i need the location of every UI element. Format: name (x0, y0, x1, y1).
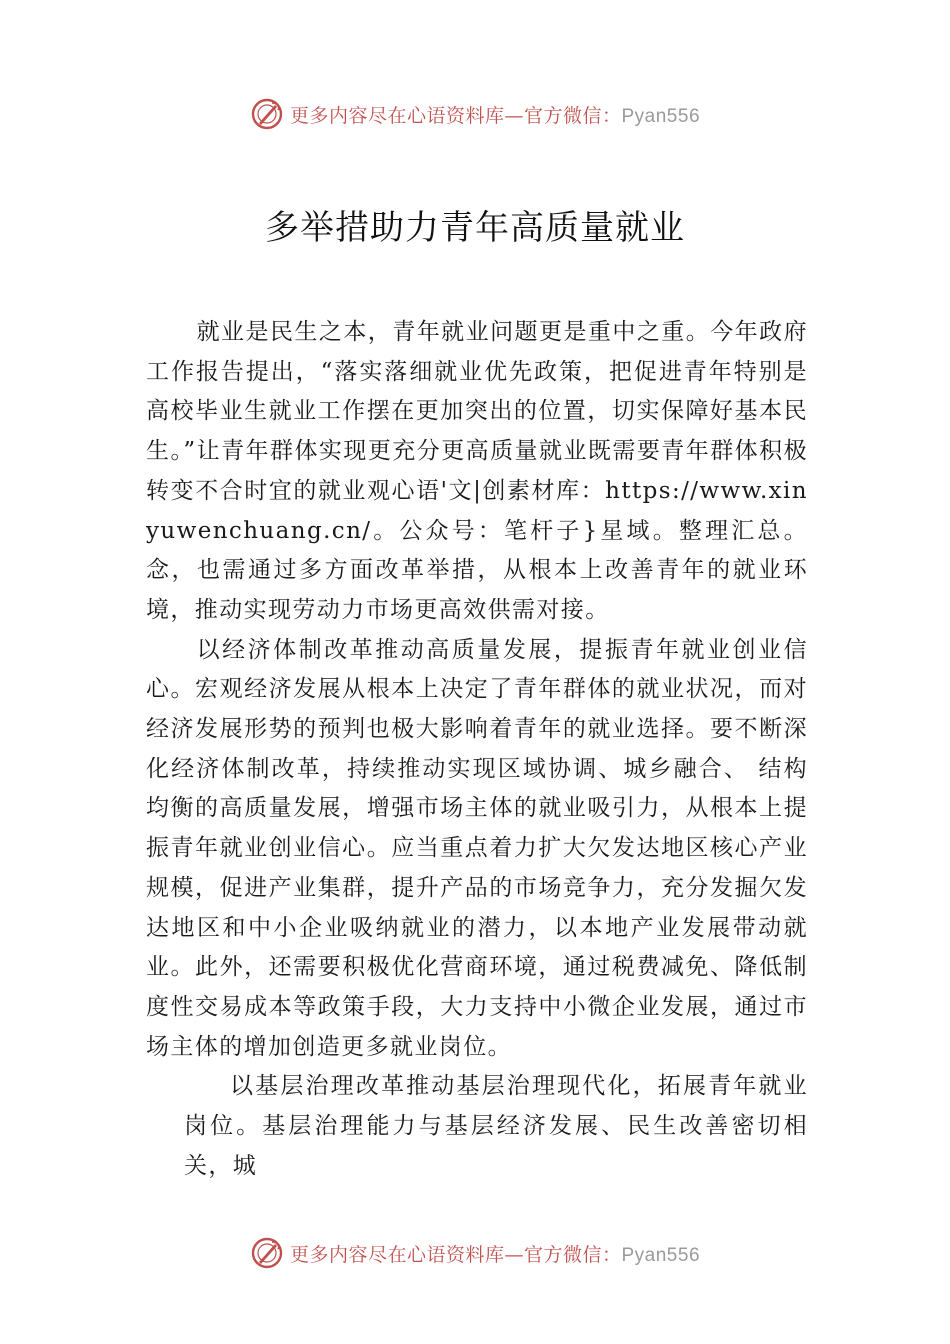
footer-banner-text (290, 1240, 700, 1267)
header-banner-label: 更多内容尽在心语资料库—官方微信： (289, 104, 622, 127)
document-title: 多举措助力青年高质量就业 (265, 208, 685, 248)
paragraph-2: 以经济体制改革推动高质量发展，提振青年就业创业信心。宏观经济发展从根本上决定了青年群体的就业状况，而对经济发展形势的预判也极大影响着青年的就业选择。要不断深化经济体制改革，持续推动实现区域协调、城乡融合、 结构均衡的高质量发展，增强市场主体的就业吸引力，从根本上提振青年就业创业信心。应当重点着力扩大欠发达地区核心产业规模，促进产业集群，提升产品的市场竞争力，充分发掘欠发达地区和中小企业吸纳就业的潜力，以本地产业发展带动就业。此外，还需要积极优化营商环境，通过税费减免、降低制度性交易成本等政策手段，大力支持中小微企业发展，通过市场主体的增加创造更多就业岗位。 (146, 636, 808, 1060)
footer-banner (0, 1233, 950, 1273)
document-body (146, 313, 808, 1186)
header-banner (0, 94, 950, 134)
paragraph-1: 就业是民生之本，青年就业问题更是重中之重。今年政府工作报告提出，“落实落细就业优先政策，把促进青年特别是高校毕业生就业工作摆在更加突出的位置，切实保障好基本民生。”让青年群体实现更充分更高质量就业既需要青年群体积极转变不合时宜的就业观心语'文|创素材库：https://www.xinyuwenchuang.cn/。公众号：笔杆子}星域。整理汇总。念，也需通过多方面改革举措，从根本上改善青年的就业环境，推动实现劳动力市场更高效供需对接。 (146, 319, 808, 623)
quill-pen-seal-icon (250, 97, 284, 131)
header-banner-text (290, 101, 700, 128)
header-wechat-id: Pyan556 (621, 105, 701, 127)
paragraph-3: 以基层治理改革推动基层治理现代化，拓展青年就业岗位。基层治理能力与基层经济发展、民生改善密切相关，城 (184, 1073, 808, 1179)
quill-pen-seal-icon (250, 1236, 284, 1270)
footer-wechat-id: Pyan556 (621, 1244, 701, 1266)
footer-banner-label: 更多内容尽在心语资料库—官方微信： (289, 1243, 622, 1266)
